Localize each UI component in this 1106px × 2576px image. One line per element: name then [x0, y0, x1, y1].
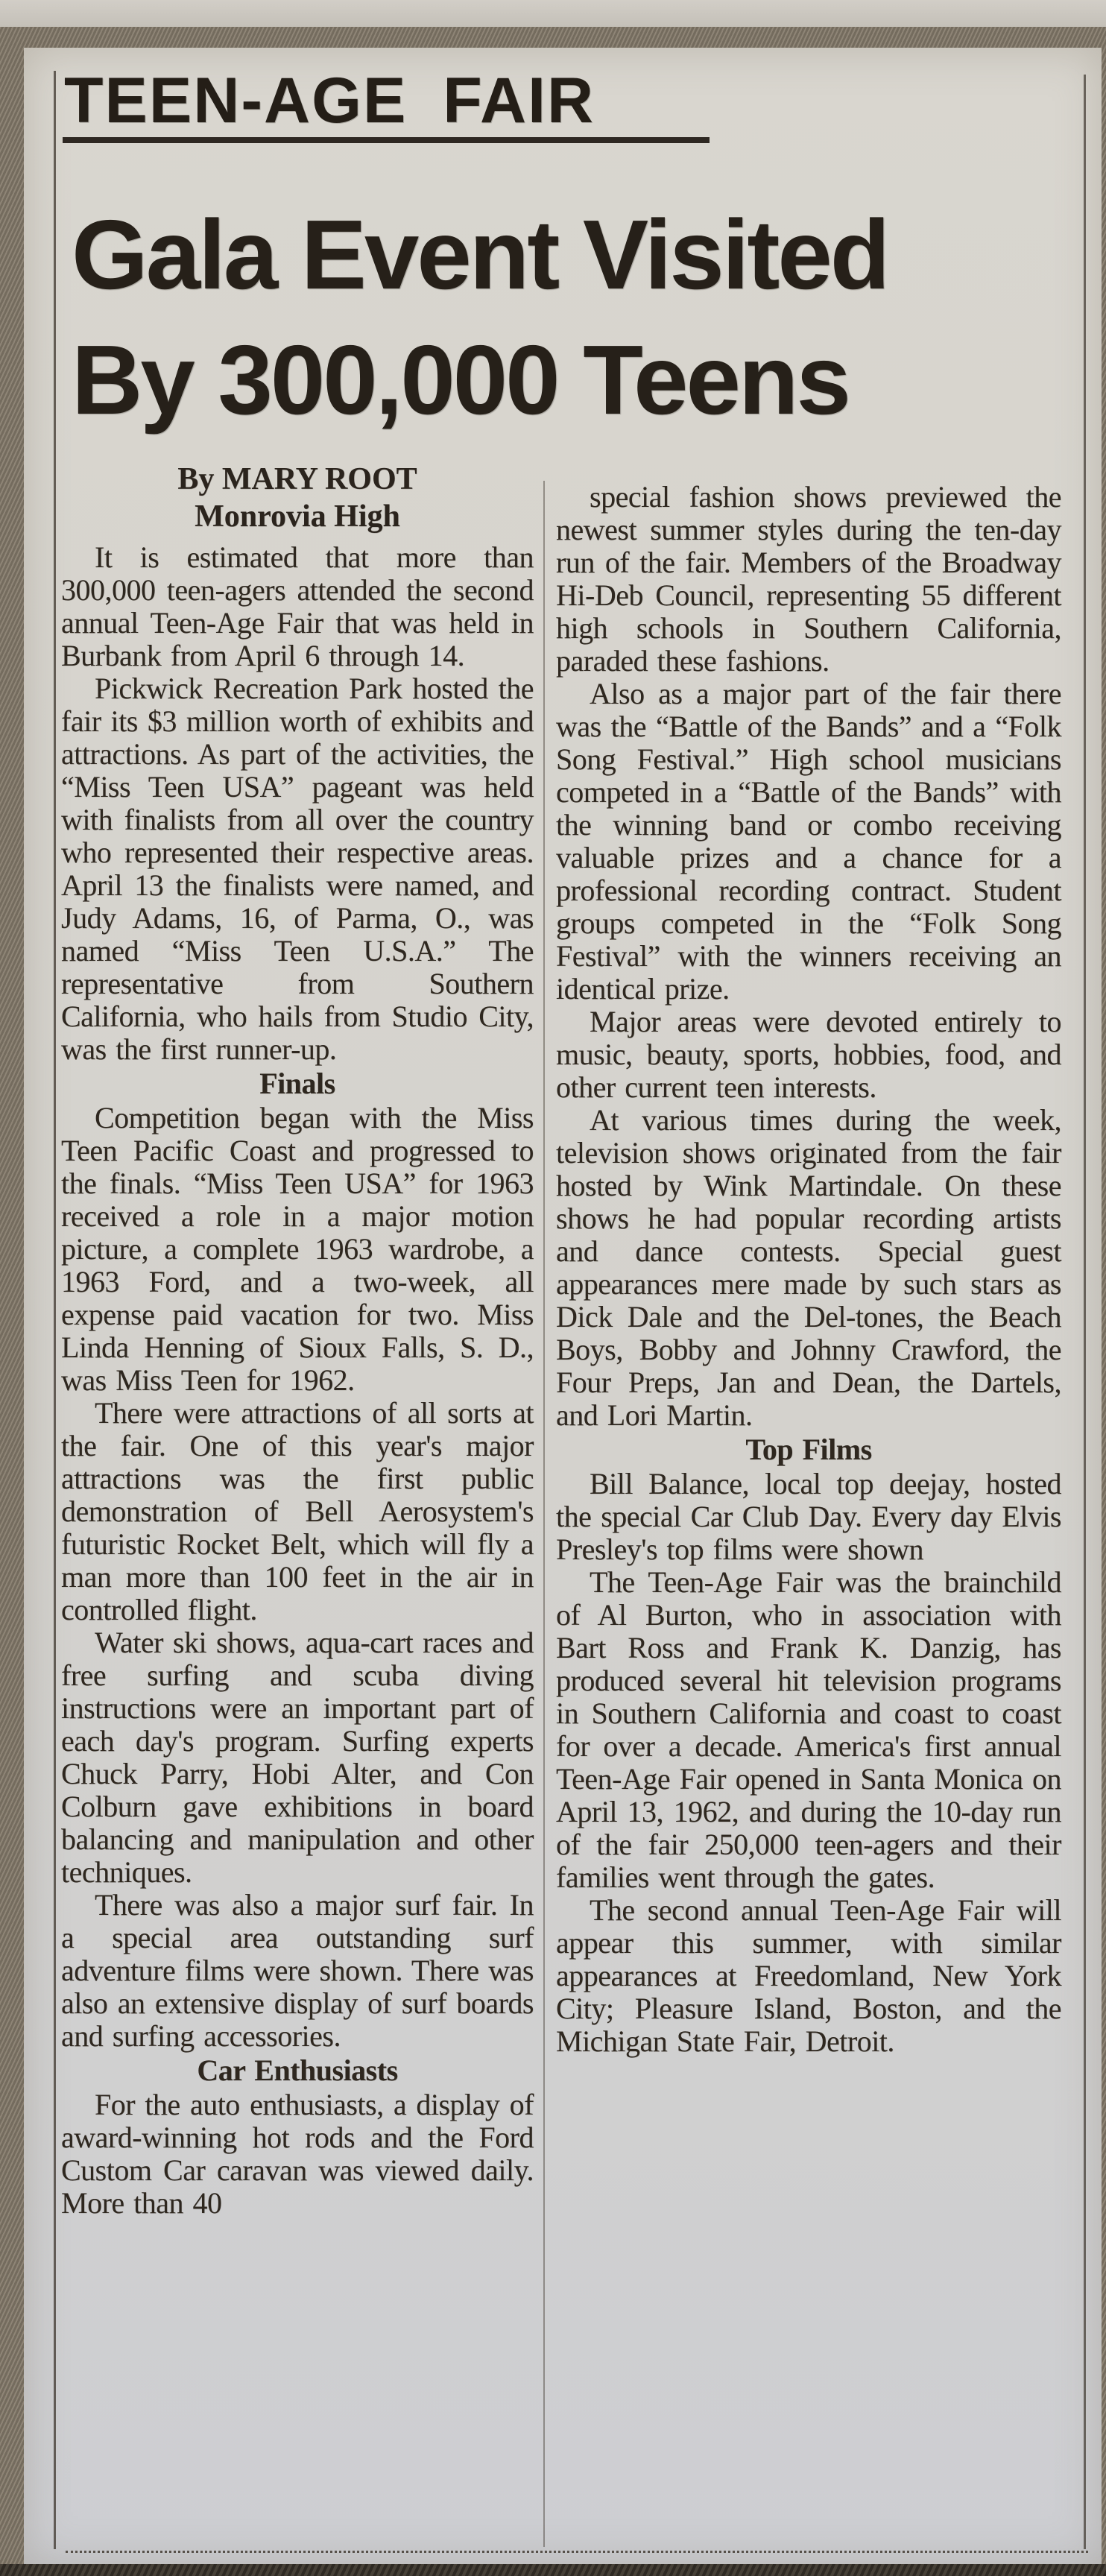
kicker-underline	[63, 137, 710, 143]
article-column-left	[61, 541, 534, 2220]
byline-block	[61, 461, 534, 535]
paragraph: The Teen-Age Fair was the brainchild of Al Burton, who in association with Bart Ross and Frank K. Danzig, has produced several hit television programs in Southern California and coast to coast for over a decade. America's first annual Teen-Age Fair opened in Santa Monica on April 13, 1962, and during the 10-day run of the fair 250,000 teen-agers and their families went through the gates.	[556, 1565, 1061, 1894]
headline	[72, 192, 888, 443]
byline: By MARY ROOT	[177, 462, 417, 496]
paragraph: Pickwick Recreation Park hosted the fair its $3 million worth of exhibits and attractions. As part of the activities, the “Miss Teen USA” pageant was held with finalists from all over the country who represented their respective areas. April 13 the finalists were named, and Judy Adams, 16, of Parma, O., was named “Miss Teen U.S.A.” The representative from Southern California, who hails from Studio City, was the first runner-up.	[61, 672, 534, 1066]
article-column-right	[556, 481, 1061, 2058]
paragraph: There were attractions of all sorts at the fair. One of this year's major attractions was the first public demonstration of Bell Aerosystem's futuristic Rocket Belt, which will fly a man more than 100 feet in the air in controlled flight.	[61, 1396, 534, 1626]
byline-affiliation: Monrovia High	[195, 499, 400, 534]
paragraph: Water ski shows, aqua-cart races and free surfing and scuba diving instructions were an important part of each day's program. Surfing experts Chuck Parry, Hobi Alter, and Con Colburn gave exhibitions in board balancing and manipulation and other techniques.	[61, 1626, 534, 1889]
paragraph: There was also a major surf fair. In a special area outstanding surf adventure films were shown. There was also an extensive display of surf boards and surfing accessories.	[61, 1888, 534, 2053]
article-left-rule	[54, 71, 56, 2549]
article-bottom-rule	[66, 2551, 1088, 2553]
subhead-car-enthusiasts: Car Enthusiasts	[197, 2053, 398, 2087]
subhead-finals: Finals	[259, 1067, 335, 1100]
paragraph: At various times during the week, television shows originated from the fair hosted by Wink Martindale. On these shows he had popular recording artists and dance contests. Special guest appearances mere made by such stars as Dick Dale and the Del-tones, the Beach Boys, Bobby and Johnny Crawford, the Four Preps, Jan and Dean, the Dartels, and Lori Martin.	[556, 1103, 1061, 1432]
paragraph: Also as a major part of the fair there was the “Battle of the Bands” and a “Folk Song Festival.” High school musicians competed in a “Battle of the Bands” with the winning band or combo receiving valuable prizes and a chance for a professional recording contract. Student groups competed in the “Folk Song Festival” with the winners receiving an identical prize.	[556, 677, 1061, 1006]
paragraph: Major areas were devoted entirely to music, beauty, sports, hobbies, food, and other current teen interests.	[556, 1005, 1061, 1104]
paragraph: Competition began with the Miss Teen Pacific Coast and progressed to the finals. “Miss Teen USA” for 1963 received a role in a major motion picture, a complete 1963 wardrobe, a 1963 Ford, and a two-week, all expense paid vacation for two. Miss Linda Henning of Sioux Falls, S. D., was Miss Teen for 1962.	[61, 1101, 534, 1397]
scan-top-edge	[0, 0, 1106, 27]
article-right-rule	[1084, 75, 1086, 2549]
paragraph: special fashion shows previewed the newest summer styles during the ten-day run of the fair. Members of the Broadway Hi-Deb Council, representing 55 different high schools in Southern California, paraded these fashions.	[556, 480, 1061, 678]
paragraph: The second annual Teen-Age Fair will appear this summer, with similar appearances at Freedomland, New York City; Pleasure Island, Boston, and the Michigan State Fair, Detroit.	[556, 1893, 1061, 2058]
column-divider-rule	[543, 481, 545, 2547]
headline-line-2: By 300,000 Teens	[72, 325, 849, 435]
headline-line-1: Gala Event Visited	[72, 200, 888, 309]
paragraph: Bill Balance, local top deejay, hosted the special Car Club Day. Every day Elvis Presley's top films were shown	[556, 1467, 1061, 1566]
scan-bottom-edge	[0, 2564, 1106, 2576]
paragraph: For the auto enthusiasts, a display of award-winning hot rods and the Ford Custom Car caravan was viewed daily. More than 40	[61, 2088, 534, 2220]
paragraph: It is estimated that more than 300,000 teen-agers attended the second annual Teen-Age Fair that was held in Burbank from April 6 through 14.	[61, 540, 534, 672]
subhead-top-films: Top Films	[745, 1433, 872, 1466]
section-kicker: TEEN-AGE FAIR	[64, 65, 595, 136]
